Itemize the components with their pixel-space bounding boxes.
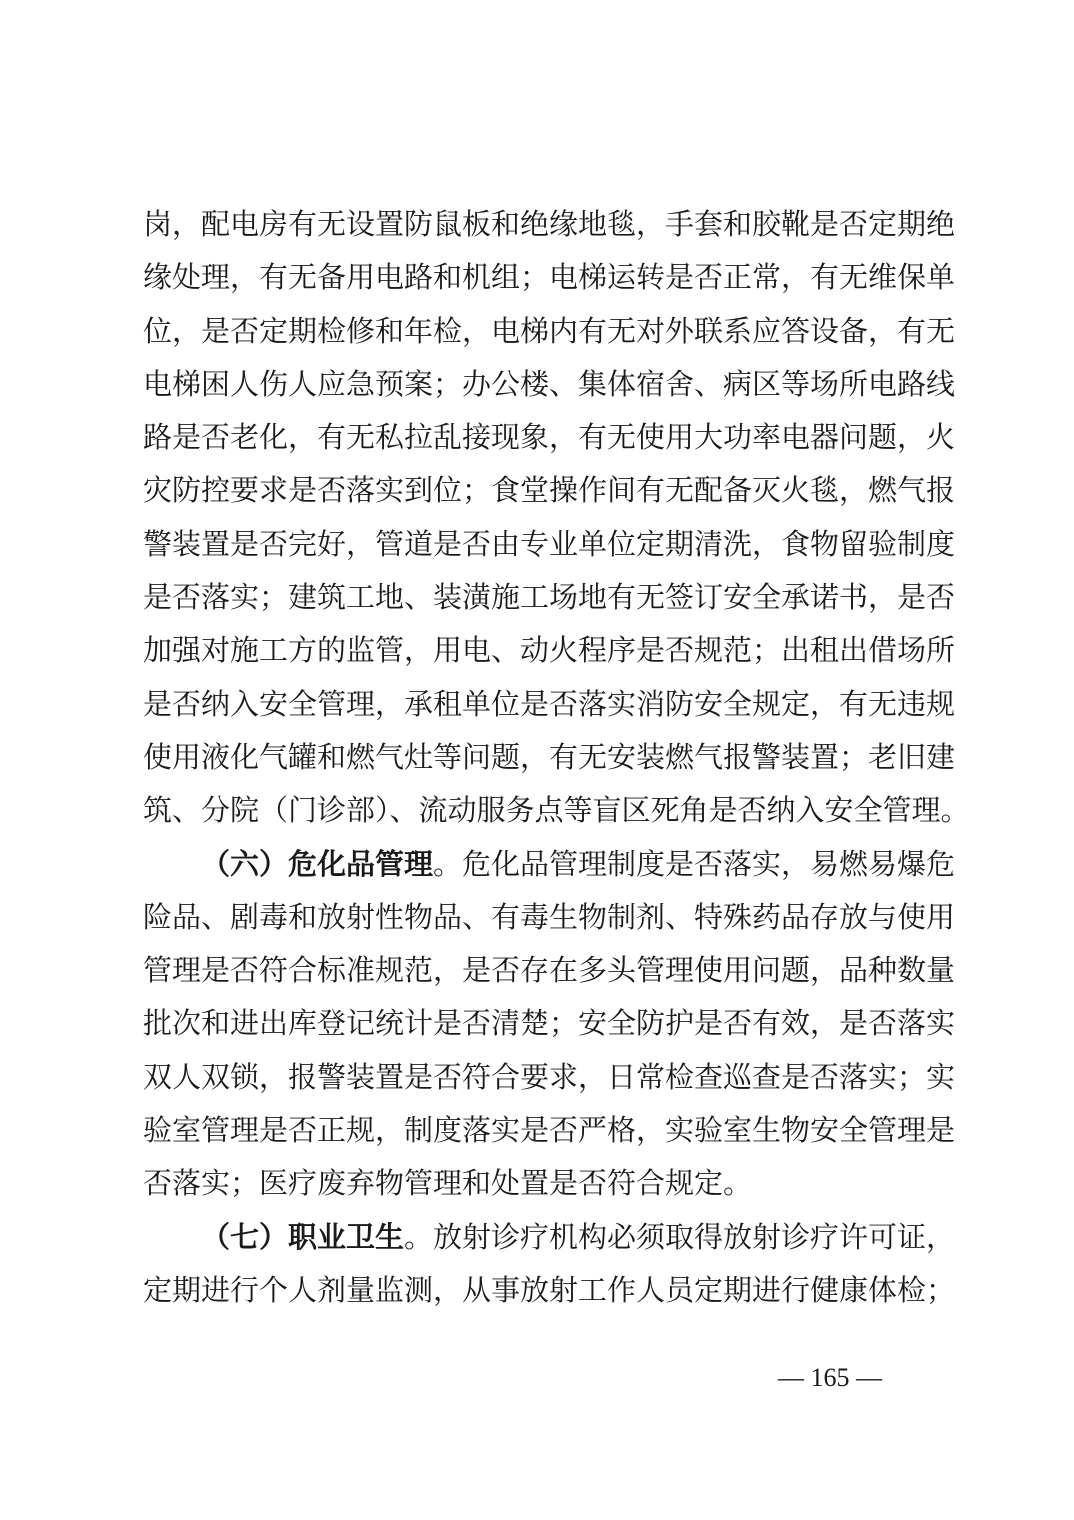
text-line: 定期进行个人剂量监测，从事放射工作人员定期进行健康体检； (143, 1272, 956, 1307)
section-7-first-line-text: 。放射诊疗机构必须取得放射诊疗许可证， (404, 1219, 956, 1254)
page-number: — 165 — (778, 1363, 882, 1392)
text-line: 路是否老化，有无私拉乱接现象，有无使用大功率电器问题，火 (143, 420, 956, 455)
section-7-first-line (143, 1211, 956, 1264)
body-text (143, 198, 970, 1317)
text-line: 灾防控要求是否落实到位；食堂操作间有无配备灭火毯，燃气报 (143, 473, 956, 508)
text-line: 批次和进出库登记统计是否清楚；安全防护是否有效，是否落实 (143, 1006, 956, 1041)
section-6-heading: （六）危化品管理 (201, 846, 434, 881)
section-6-first-line-text: 。危化品管理制度是否落实，易燃易爆危 (433, 846, 956, 881)
text-line: 否落实；医疗废弃物管理和处置是否符合规定。 (143, 1166, 753, 1201)
text-line: 管理是否符合标准规范，是否存在多头管理使用问题，品种数量 (143, 953, 956, 988)
text-line: 加强对施工方的监管，用电、动火程序是否规范；出租出借场所 (143, 633, 956, 668)
text-line: 使用液化气罐和燃气灶等问题，有无安装燃气报警装置；老旧建 (143, 739, 956, 774)
text-line: 筑、分院（门诊部）、流动服务点等盲区死角是否纳入安全管理。 (143, 793, 970, 828)
text-line: 双人双锁，报警装置是否符合要求，日常检查巡查是否落实；实 (143, 1059, 956, 1094)
text-line: 警装置是否完好，管道是否由专业单位定期清洗，食物留验制度 (143, 526, 956, 561)
text-line: 是否落实；建筑工地、装潢施工场地有无签订安全承诺书，是否 (143, 580, 956, 615)
section-6-first-line (143, 838, 956, 891)
text-line: 岗，配电房有无设置防鼠板和绝缘地毯，手套和胶靴是否定期绝 (143, 207, 956, 241)
text-line: 电梯困人伤人应急预案；办公楼、集体宿舍、病区等场所电路线 (143, 366, 956, 401)
text-line: 验室管理是否正规，制度落实是否严格，实验室生物安全管理是 (143, 1113, 956, 1148)
text-line: 险品、剧毒和放射性物品、有毒生物制剂、特殊药品存放与使用 (143, 899, 956, 934)
section-7-heading: （七）职业卫生 (201, 1219, 405, 1254)
text-line: 缘处理，有无备用电路和机组；电梯运转是否正常，有无维保单 (143, 260, 956, 295)
text-line: 是否纳入安全管理，承租单位是否落实消防安全规定，有无违规 (143, 686, 956, 721)
text-line: 位，是否定期检修和年检，电梯内有无对外联系应答设备，有无 (143, 313, 956, 348)
